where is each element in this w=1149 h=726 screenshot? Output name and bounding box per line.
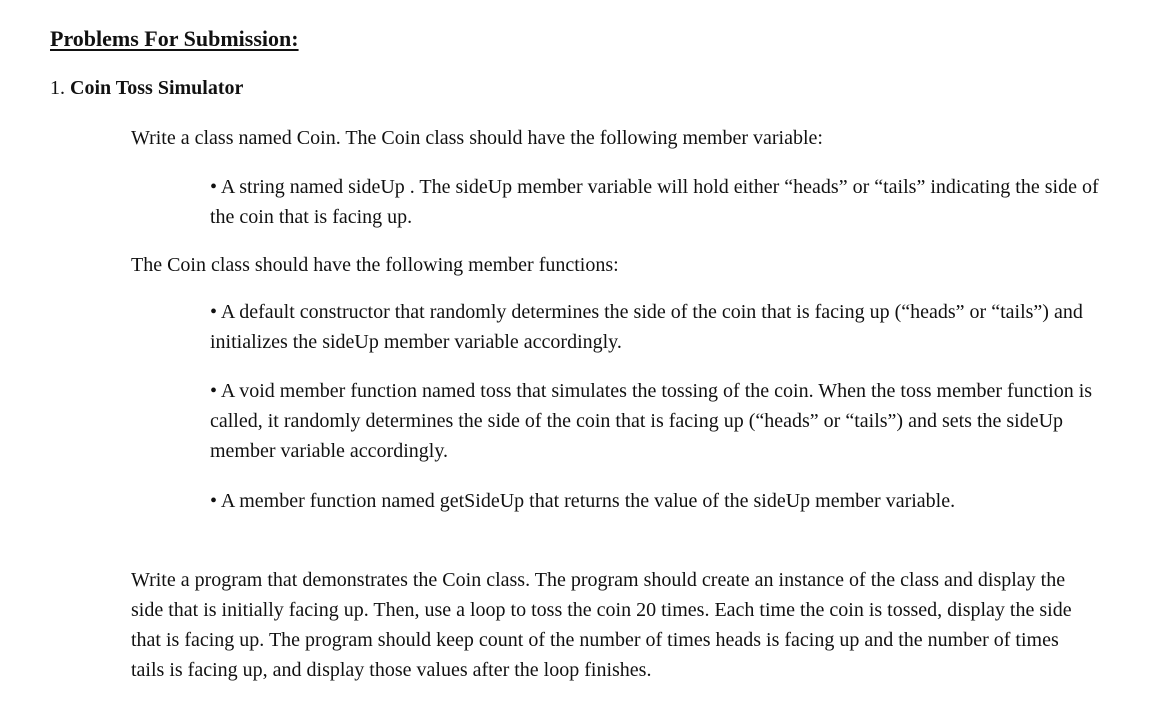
problem-number: 1.: [50, 77, 65, 99]
problem-name: Coin Toss Simulator: [70, 77, 244, 99]
toss-function-bullet: • A void member function named toss that simulates the tossing of the coin. When the toss member function is called, it randomly determines the side of the coin that is facing up (“heads” or “tails”) and sets the sideUp member variable accordingly.: [210, 380, 1093, 462]
member-variable-bullet: • A string named sideUp . The sideUp member variable will hold either “heads” or “tails” indicating the side of the coin that is facing up.: [210, 176, 1099, 228]
constructor-bullet: • A default constructor that randomly determines the side of the coin that is facing up (“heads” or “tails”) and initializes the sideUp member variable accordingly.: [210, 301, 1083, 353]
program-paragraph: Write a program that demonstrates the Coin class. The program should create an instance of the class and display the side that is initially facing up. Then, use a loop to toss the coin 20 times. Each time the coin is tossed, display the side that is facing up. The program should keep count of the number of times heads is facing up and the number of times tails is facing up, and display those values after the loop finishes.: [131, 569, 1072, 681]
getsideup-function-bullet: • A member function named getSideUp that returns the value of the sideUp member variable.: [210, 490, 956, 512]
functions-intro-paragraph: The Coin class should have the following member functions:: [131, 254, 619, 276]
intro-paragraph: Write a class named Coin. The Coin class should have the following member variable:: [131, 127, 823, 149]
section-heading: Problems For Submission:: [50, 26, 299, 51]
problem-title: [50, 77, 243, 100]
